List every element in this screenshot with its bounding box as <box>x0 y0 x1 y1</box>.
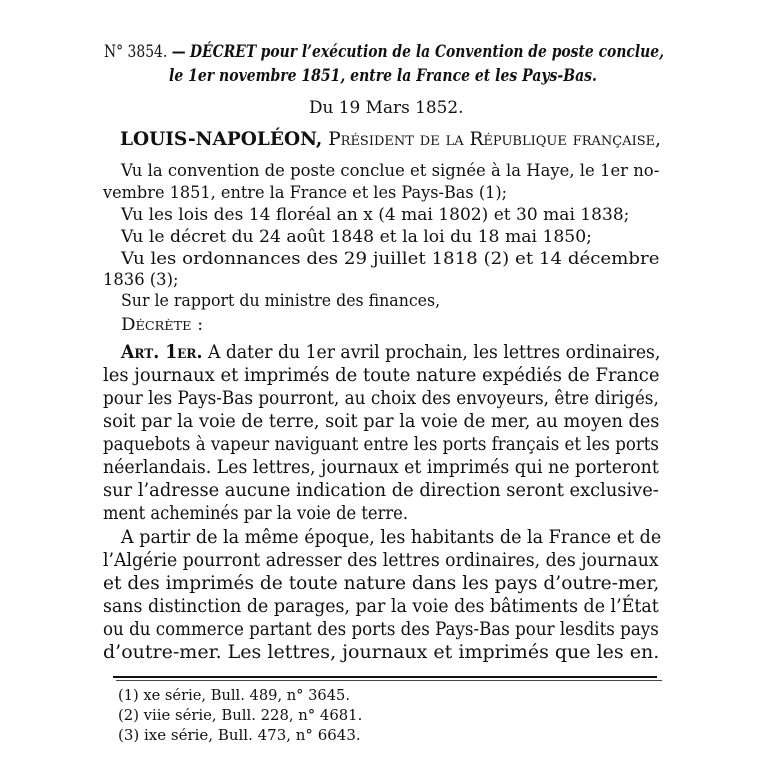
article-1-para-2-line-3: et des imprimés de toute nature dans les pays d’outre-mer, <box>103 573 660 594</box>
decree-date: Du 19 Mars 1852. <box>309 98 464 118</box>
footnote-2: (2) viie série, Bull. 228, n° 4681. <box>118 708 363 724</box>
author-title: Président de la République française, <box>328 129 662 150</box>
preamble-line-5: Vu les ordonnances des 29 juillet 1818 (2) et 14 décembre <box>121 249 660 269</box>
article-1-line-6: néerlandais. Les lettres, journaux et imprimés qui ne porteront <box>103 457 659 478</box>
decree-title-part-1: pour l’exécution de la Convention de poste conclue, <box>260 42 664 61</box>
article-1-para-2-line-2: l’Algérie pourront adresser des lettres ordinaires, des journaux <box>103 550 659 571</box>
article-1-text-start: A dater du 1er avril prochain, les lettres ordinaires, <box>207 342 661 363</box>
author-name: LOUIS-NAPOLÉON, <box>120 129 323 150</box>
footnote-1: (1) xe série, Bull. 489, n° 3645. <box>118 688 350 704</box>
preamble-line-6: 1836 (3); <box>103 270 179 290</box>
decree-heading-line-2: le 1er novembre 1851, entre la France et les Pays-Bas. <box>169 66 597 85</box>
article-1-para-2-line-1: A partir de la même époque, les habitants de la France et de <box>121 527 662 548</box>
article-1-para-2-line-5: ou du commerce partant des ports des Pays-Bas pour lesdits pays <box>103 619 659 640</box>
decree-word: DÉCRET <box>190 42 257 61</box>
article-1-para-2-line-6: d’outre-mer. Les lettres, journaux et imprimés que les en. <box>103 642 660 663</box>
article-1-line-3: pour les Pays-Bas pourront, au choix des envoyeurs, être dirigés, <box>103 388 659 409</box>
preamble-line-3: Vu les lois des 14 floréal an x (4 mai 1802) et 30 mai 1838; <box>121 205 630 225</box>
article-1-para-2-line-4: sans distinction de parages, par la voie des bâtiments de l’État <box>103 596 659 617</box>
footnote-3: (3) ixe série, Bull. 473, n° 6643. <box>118 728 361 744</box>
author-line <box>120 131 661 150</box>
preamble-line-4: Vu le décret du 24 août 1848 et la loi du 18 mai 1850; <box>121 227 592 247</box>
page-separator-rule <box>113 676 657 678</box>
preamble-line-1: Vu la convention de poste conclue et signée à la Haye, le 1er no- <box>121 161 660 181</box>
article-1-line-2: les journaux et imprimés de toute nature expédiés de France <box>103 365 660 386</box>
article-1-label: Art. 1er. <box>121 342 203 363</box>
decree-heading-line-1 <box>104 44 664 61</box>
article-1-line-5: paquebots à vapeur naviguant entre les ports français et les ports <box>103 434 659 455</box>
article-1-line-1 <box>121 344 660 363</box>
article-1-line-7: sur l’adresse aucune indication de direction seront exclusive- <box>103 480 659 501</box>
heading-dash: — <box>171 42 186 61</box>
decrete-label: Décrète : <box>121 315 204 335</box>
decree-number: N° 3854. <box>104 42 168 61</box>
article-1-line-8: ment acheminés par la voie de terre. <box>103 503 408 524</box>
preamble-line-7: Sur le rapport du ministre des finances, <box>121 291 441 311</box>
article-1-line-4: soit par la voie de terre, soit par la voie de mer, au moyen des <box>103 411 660 432</box>
footnote-rule <box>116 680 662 681</box>
preamble-line-2: vembre 1851, entre la France et les Pays-Bas (1); <box>103 183 508 203</box>
